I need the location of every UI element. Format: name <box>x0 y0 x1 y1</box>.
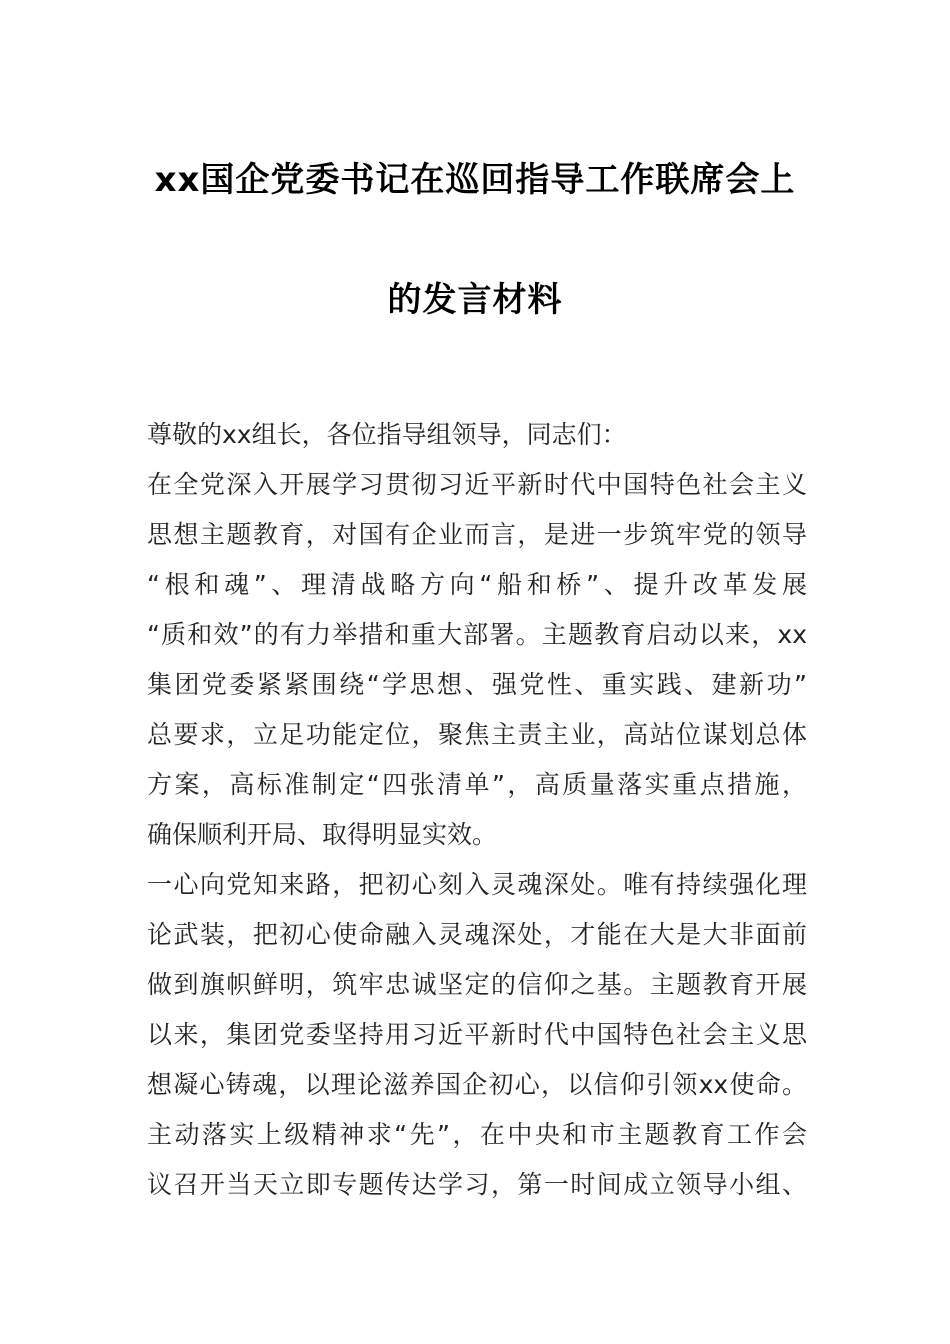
paragraph-line: 做到旗帜鲜明，筑牢忠诚坚定的信仰之基。主题教育开展 <box>147 970 807 999</box>
paragraph-line: 在全党深入开展学习贯彻习近平新时代中国特色社会主义 <box>147 470 807 499</box>
paragraph-line: “质和效”的有力举措和重大部署。主题教育启动以来，xx <box>147 620 807 649</box>
paragraph-line: 论武装，把初心使命融入灵魂深处，才能在大是大非面前 <box>147 920 807 949</box>
paragraph-line: 主动落实上级精神求“先”，在中央和市主题教育工作会 <box>147 1120 807 1149</box>
paragraph-line: 一心向党知来路，把初心刻入灵魂深处。唯有持续强化理 <box>147 870 807 899</box>
paragraph-line: 总要求，立足功能定位，聚焦主责主业，高站位谋划总体 <box>147 720 807 749</box>
document-title-line-2: 的发言材料 <box>387 280 563 320</box>
paragraph-line: 方案，高标准制定“四张清单”，高质量落实重点措施， <box>147 770 807 799</box>
paragraph-line: 思想主题教育，对国有企业而言，是进一步筑牢党的领导 <box>147 520 807 549</box>
paragraph-line: “根和魂”、理清战略方向“船和桥”、提升改革发展 <box>147 570 807 599</box>
paragraph-line: 想凝心铸魂，以理论滋养国企初心，以信仰引领xx使命。 <box>147 1070 807 1099</box>
paragraph-line: 以来，集团党委坚持用习近平新时代中国特色社会主义思 <box>147 1020 807 1049</box>
salutation: 尊敬的xx组长，各位指导组领导，同志们： <box>147 420 627 449</box>
document-body <box>147 410 807 1210</box>
paragraph-line: 集团党委紧紧围绕“学思想、强党性、重实践、建新功” <box>147 670 807 699</box>
paragraph-line: 确保顺利开局、取得明显实效。 <box>147 820 498 849</box>
paragraph-line: 议召开当天立即专题传达学习，第一时间成立领导小组、 <box>147 1170 807 1199</box>
document-title-line-1: xx国企党委书记在巡回指导工作联席会上 <box>154 160 796 200</box>
